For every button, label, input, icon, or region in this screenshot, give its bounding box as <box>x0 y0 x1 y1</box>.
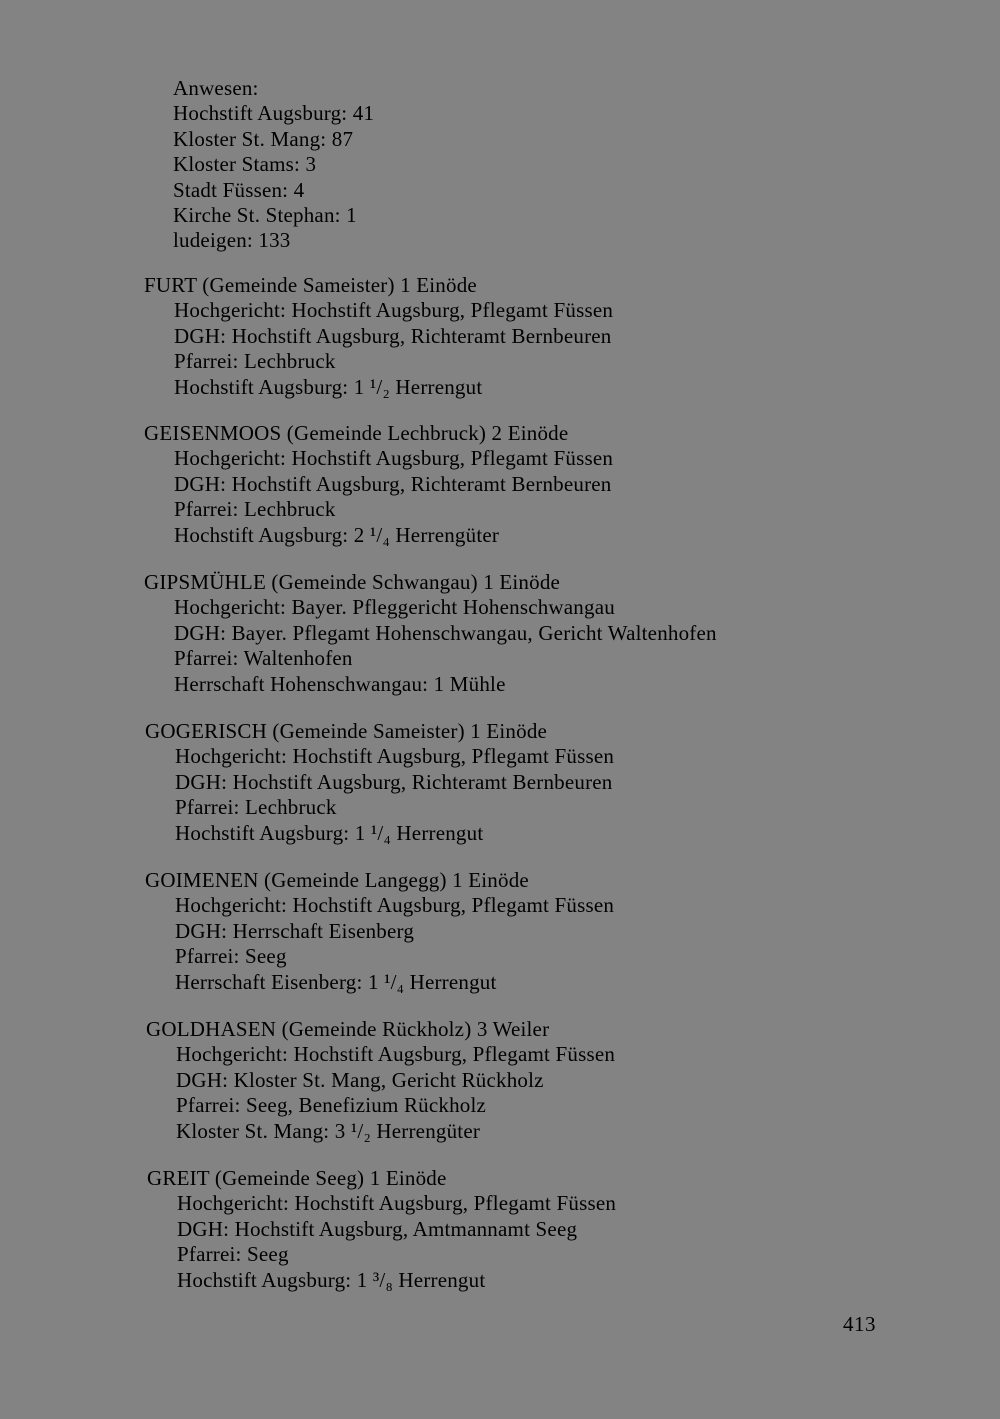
place-entry-goldhasen <box>146 1017 615 1144</box>
entry-hochgericht: Hochgericht: Hochstift Augsburg, Pflegamt Füssen <box>175 744 615 769</box>
anwesen-line: Kirche St. Stephan: 1 <box>173 203 357 228</box>
entry-ownership: Herrschaft Eisenberg: 1 ¹/₄ Herrengut <box>175 969 497 994</box>
entry-pfarrei: Pfarrei: Lechbruck <box>174 349 336 374</box>
entry-hochgericht: Hochgericht: Hochstift Augsburg, Pflegamt Füssen <box>174 298 614 323</box>
entry-pfarrei: Pfarrei: Lechbruck <box>174 497 336 522</box>
entry-pfarrei: Pfarrei: Seeg <box>177 1242 289 1267</box>
anwesen-line: Kloster Stams: 3 <box>173 152 317 177</box>
entry-heading: GOIMENEN (Gemeinde Langegg) 1 Einöde <box>145 868 529 892</box>
place-entry-gogerisch <box>145 719 614 846</box>
entry-ownership: Hochstift Augsburg: 1 ³/₈ Herrengut <box>177 1267 486 1292</box>
place-entry-gipsmuehle <box>144 570 717 697</box>
entry-ownership: Hochstift Augsburg: 1 ¹/₂ Herrengut <box>174 374 483 399</box>
entry-pfarrei: Pfarrei: Lechbruck <box>175 795 337 820</box>
entry-hochgericht: Hochgericht: Bayer. Pfleggericht Hohenschwangau <box>174 595 615 620</box>
entry-heading: GOLDHASEN (Gemeinde Rückholz) 3 Weiler <box>146 1017 550 1041</box>
entry-dgh: DGH: Hochstift Augsburg, Richteramt Bernbeuren <box>175 769 613 794</box>
entry-ownership: Kloster St. Mang: 3 ¹/₂ Herrengüter <box>176 1118 481 1143</box>
place-entry-greit <box>147 1166 616 1293</box>
entry-heading: GEISENMOOS (Gemeinde Lechbruck) 2 Einöde <box>144 421 569 445</box>
entry-hochgericht: Hochgericht: Hochstift Augsburg, Pflegamt Füssen <box>175 893 615 918</box>
entry-dgh: DGH: Hochstift Augsburg, Richteramt Bernbeuren <box>174 323 612 348</box>
entry-pfarrei: Pfarrei: Waltenhofen <box>174 646 353 671</box>
entry-hochgericht: Hochgericht: Hochstift Augsburg, Pflegamt Füssen <box>176 1042 616 1067</box>
anwesen-line: Kloster St. Mang: 87 <box>173 126 354 151</box>
entry-heading: GREIT (Gemeinde Seeg) 1 Einöde <box>147 1166 447 1190</box>
entry-dgh: DGH: Kloster St. Mang, Gericht Rückholz <box>176 1067 544 1092</box>
anwesen-line: ludeigen: 133 <box>173 228 291 253</box>
entry-ownership: Hochstift Augsburg: 2 ¹/₄ Herrengüter <box>174 522 500 547</box>
entry-heading: FURT (Gemeinde Sameister) 1 Einöde <box>144 273 477 297</box>
entry-pfarrei: Pfarrei: Seeg <box>175 944 287 969</box>
anwesen-block <box>173 76 374 254</box>
anwesen-line: Hochstift Augsburg: 41 <box>173 101 375 126</box>
entry-ownership: Herrschaft Hohenschwangau: 1 Mühle <box>174 671 506 696</box>
entry-dgh: DGH: Herrschaft Eisenberg <box>175 918 415 943</box>
entry-dgh: DGH: Hochstift Augsburg, Richteramt Bernbeuren <box>174 471 612 496</box>
entry-heading: GIPSMÜHLE (Gemeinde Schwangau) 1 Einöde <box>144 570 561 594</box>
entry-heading: GOGERISCH (Gemeinde Sameister) 1 Einöde <box>145 719 548 743</box>
place-entry-furt <box>144 273 613 400</box>
page-number: 413 <box>843 1312 876 1336</box>
place-entry-geisenmoos <box>144 421 613 548</box>
entry-ownership: Hochstift Augsburg: 1 ¹/₄ Herrengut <box>175 820 484 845</box>
entry-dgh: DGH: Bayer. Pflegamt Hohenschwangau, Gericht Waltenhofen <box>174 620 717 645</box>
anwesen-heading: Anwesen: <box>173 76 259 100</box>
entry-hochgericht: Hochgericht: Hochstift Augsburg, Pflegamt Füssen <box>177 1191 617 1216</box>
entry-hochgericht: Hochgericht: Hochstift Augsburg, Pflegamt Füssen <box>174 446 614 471</box>
anwesen-line: Stadt Füssen: 4 <box>173 177 305 202</box>
entry-pfarrei: Pfarrei: Seeg, Benefizium Rückholz <box>176 1093 487 1118</box>
entry-dgh: DGH: Hochstift Augsburg, Amtmannamt Seeg <box>177 1216 578 1241</box>
place-entry-goimenen <box>145 868 614 995</box>
